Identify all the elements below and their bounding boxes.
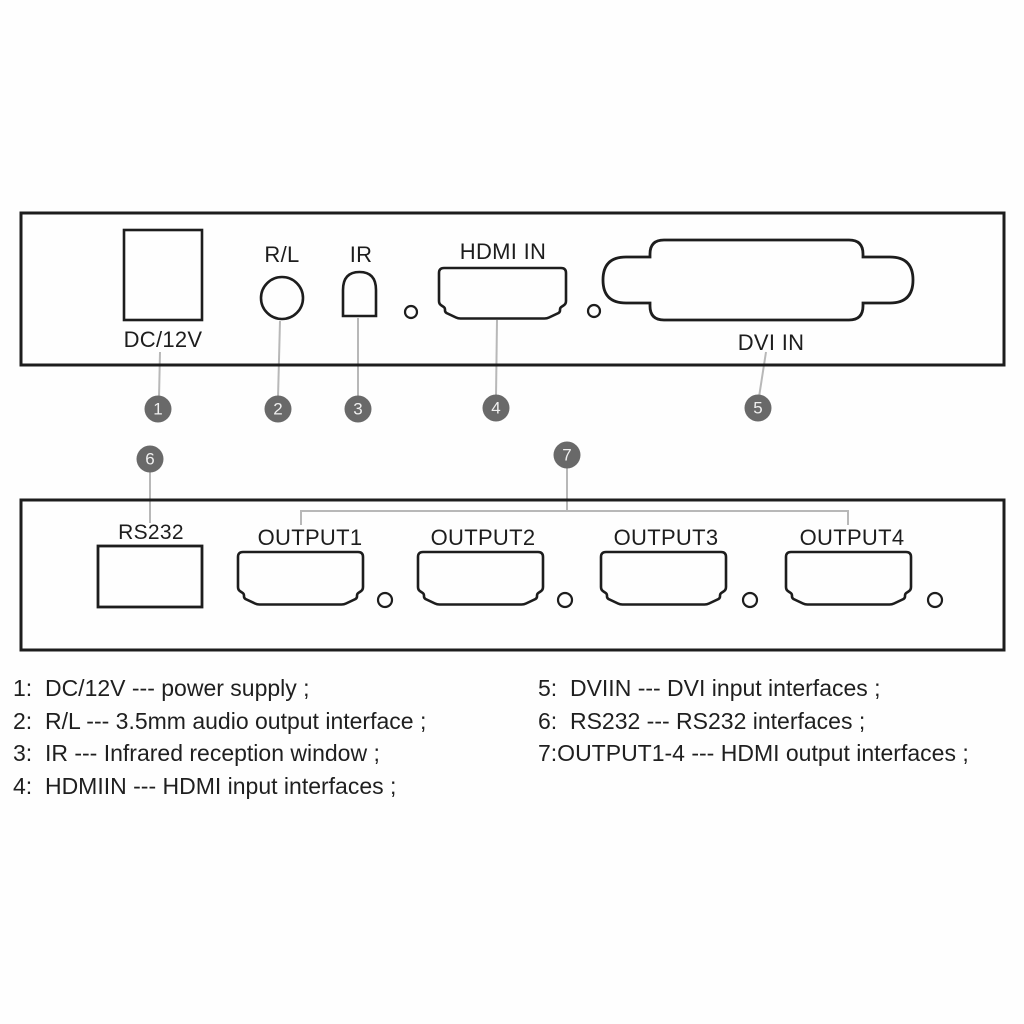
output-group-bracket (301, 511, 848, 525)
output1-label: OUTPUT1 (257, 525, 363, 550)
callout-1: 1 (145, 396, 172, 423)
hdmi-output-port-4 (786, 552, 911, 605)
ir-label: IR (349, 242, 373, 267)
legend-right-column (538, 672, 969, 770)
output4-label: OUTPUT4 (799, 525, 905, 550)
hdmi-output-port-2 (418, 552, 543, 605)
legend-item-4: 4: HDMIIN --- HDMI input interfaces ; (13, 772, 397, 799)
dvi-in-label: DVI IN (737, 330, 805, 355)
screw-hole (588, 305, 600, 317)
rs232-label: RS232 (118, 521, 184, 544)
rs232-port (98, 546, 202, 607)
audio-rl-label: R/L (264, 242, 300, 267)
callout-6: 6 (137, 446, 164, 473)
hdmi-output-port-1 (238, 552, 363, 605)
screw-hole (405, 306, 417, 318)
callout-4: 4 (483, 395, 510, 422)
callout-5: 5 (745, 395, 772, 422)
output2-label: OUTPUT2 (430, 525, 536, 550)
legend-item-6: 6: RS232 --- RS232 interfaces ; (538, 707, 866, 734)
dvi-in-port (603, 240, 913, 320)
hdmi-output-port-3 (601, 552, 726, 605)
legend-left-column (13, 672, 426, 802)
callout-2: 2 (265, 396, 292, 423)
hdmi-in-label: HDMI IN (459, 239, 547, 264)
output3-label: OUTPUT3 (613, 525, 719, 550)
legend-item-5: 5: DVIIN --- DVI input interfaces ; (538, 675, 881, 701)
dc-power-port (124, 230, 202, 320)
hdmi-in-port (439, 268, 566, 319)
legend-item-7: 7:OUTPUT1-4 --- HDMI output interfaces ; (538, 740, 969, 766)
callout-3: 3 (345, 396, 372, 423)
legend-item-2: 2: R/L --- 3.5mm audio output interface ; (13, 707, 427, 734)
ir-window (343, 272, 376, 316)
legend-item-3: 3: IR --- Infrared reception window ; (13, 740, 380, 766)
legend-item-1: 1: DC/12V --- power supply ; (13, 675, 310, 701)
audio-rl-port (261, 277, 303, 319)
callout-7: 7 (554, 442, 581, 469)
dc-power-label: DC/12V (123, 327, 203, 352)
